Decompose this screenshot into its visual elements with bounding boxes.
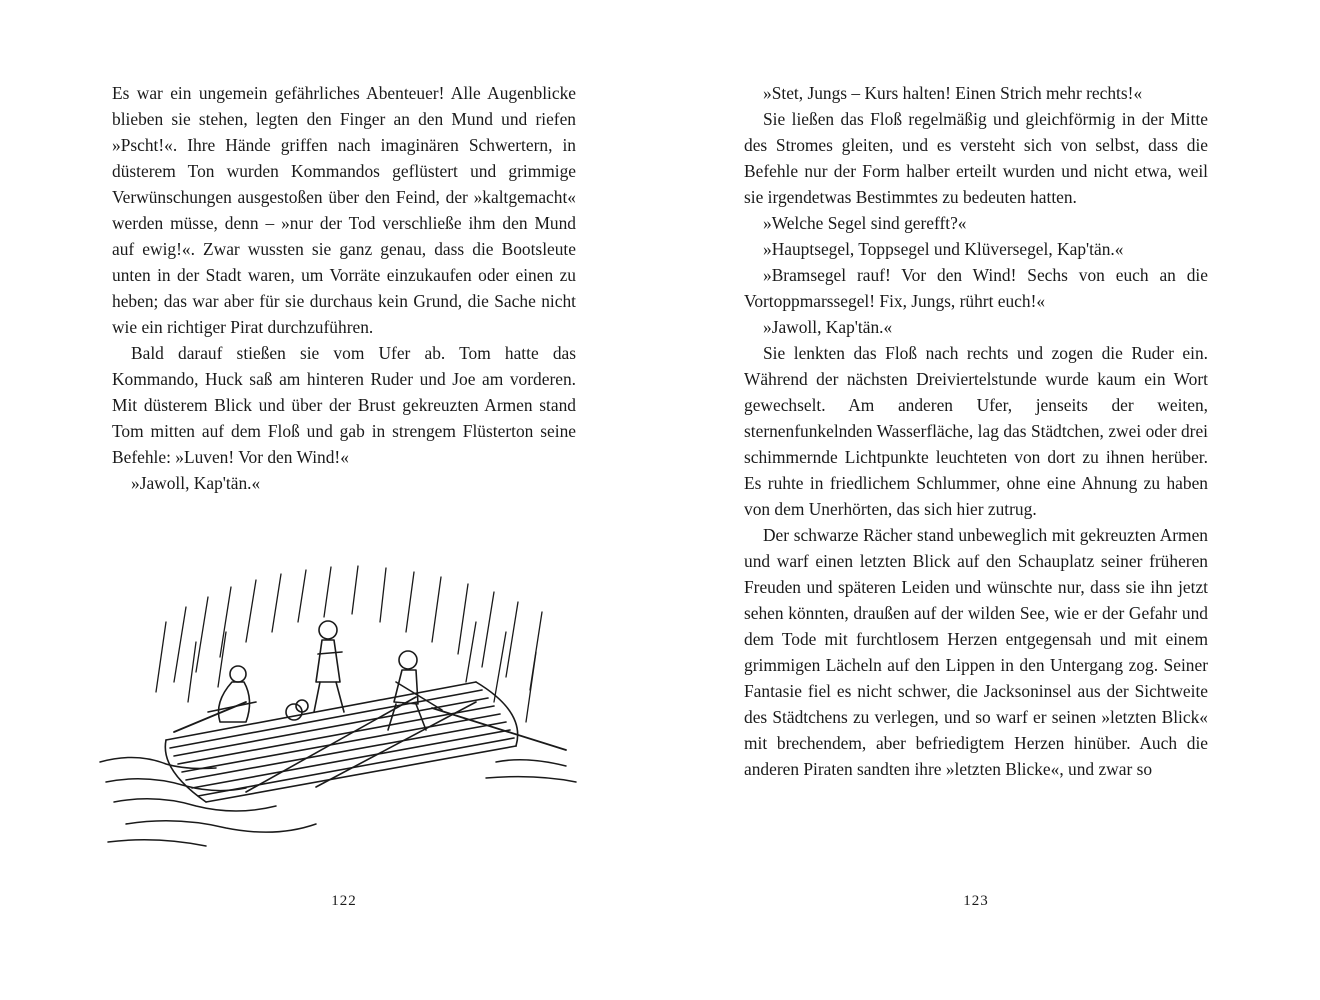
paragraph: »Jawoll, Kap'tän.« [131, 473, 261, 493]
paragraph: »Bramsegel rauf! Vor den Wind! Sechs von euch an die Vortoppmarssegel! Fix, Jungs, rührt euch!« [744, 265, 1208, 311]
left-page-text [112, 80, 576, 496]
paragraph: Es war ein ungemein gefährliches Abenteuer! Alle Augenblicke blieben sie stehen, legten den Finger an den Mund und riefen »Pscht!«. Ihre Hände griffen nach imaginären Schwertern, in düsterem Ton wurden Kommandos geflüstert und grimmige Verwünschungen ausgestoßen über den Feind, der »kaltgemacht« werden müsse, denn – »nur der Tod verschließe ihm den Mund auf ewig!«. Zwar wussten sie ganz genau, dass die Bootsleute unten in der Stadt waren, um Vorräte einzukaufen oder einen zu heben; das war aber für sie durchaus kein Grund, die Sache nicht wie ein richtiger Pirat durchzuführen. [112, 83, 576, 337]
oars [174, 702, 566, 750]
paragraph: »Jawoll, Kap'tän.« [763, 317, 893, 337]
paragraph: »Welche Segel sind gerefft?« [763, 213, 967, 233]
right-page [660, 0, 1320, 1000]
right-page-text [744, 80, 1208, 782]
paragraph: Sie lenkten das Floß nach rechts und zogen die Ruder ein. Während der nächsten Dreiviertelstunde wurde kaum ein Wort gewechselt. Am anderen Ufer, jenseits der weiten, sternenfunkelnden Wasserfläche, lag das Städtchen, zwei oder drei schimmernde Lichtpunkte leuchteten von dort zu ihnen herüber. Es ruhte in friedlichem Schlummer, ohne eine Ahnung zu haben von dem Unerhörten, das sich hier zutrug. [744, 343, 1208, 519]
paragraph: »Stet, Jungs – Kurs halten! Einen Strich mehr rechts!« [763, 83, 1143, 103]
page-number: 123 [963, 893, 989, 909]
raft-illustration-icon [96, 562, 616, 862]
paragraph: Der schwarze Rächer stand unbeweglich mit gekreuzten Armen und warf einen letzten Blick auf den Schauplatz seiner früheren Freuden und späteren Leiden und wünschte nur, dass sie ihn jetzt sehen könnten, draußen auf der wilden See, wie er der Gefahr und dem Tode mit furchtlosem Herzen entgegensah und mit einem grimmigen Lächeln auf den Lippen in den Untergang zog. Seiner Fantasie fiel es nicht schwer, die Jacksoninsel aus der Sichtweite des Städtchens zu verlegen, und so warf er seinen »letzten Blick« mit brechendem, aber befriedigtem Herzen hinüber. Auch die anderen Piraten sandten ihre »letzten Blicke«, und zwar so [744, 525, 1208, 779]
paragraph: »Hauptsegel, Toppsegel und Klüversegel, Kap'tän.« [763, 239, 1124, 259]
page-number: 122 [331, 893, 357, 909]
paragraph: Sie ließen das Floß regelmäßig und gleichförmig in der Mitte des Stromes gleiten, und es versteht sich von selbst, dass die Befehle nur der Form halber erteilt wurden und nicht etwa, weil sie irgendetwas Bestimmtes zu bedeuten hatten. [744, 109, 1208, 207]
paragraph: Bald darauf stießen sie vom Ufer ab. Tom hatte das Kommando, Huck saß am hinteren Ruder und Joe am vorderen. Mit düsterem Blick und über der Brust gekreuzten Armen stand Tom mitten auf dem Floß und gab in strengem Flüsterton seine Befehle: »Luven! Vor den Wind!« [112, 343, 576, 467]
